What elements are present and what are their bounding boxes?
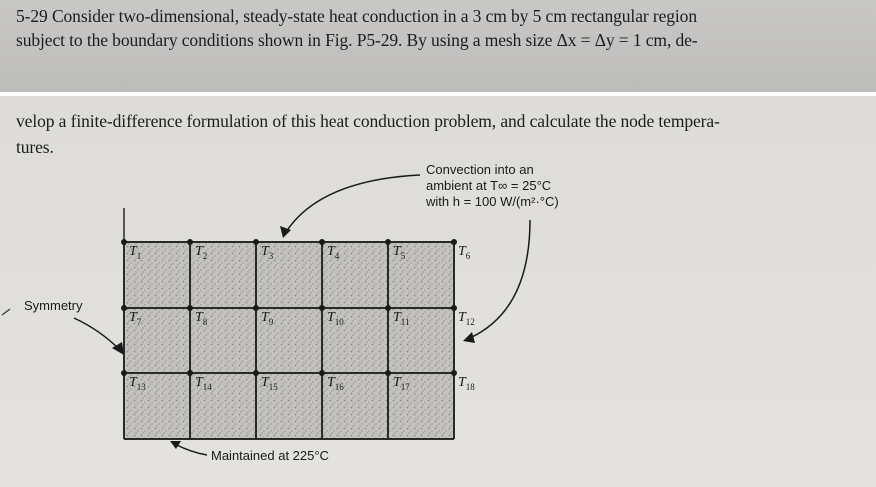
node-label-t5: $T_5$ [393,244,406,261]
convection-arrow-right [470,220,530,338]
node-label-t10: $T_{10}$ [327,310,344,327]
convection-label-line-3: with h = 100 W/(m²·°C) [426,194,559,209]
node-label-t2: $T_2$ [195,244,208,261]
convection-arrow-top [286,175,420,232]
node-label-t9: $T_9$ [261,310,274,327]
node-label-t8: $T_8$ [195,310,208,327]
problem-text-line-3: velop a finite-difference formulation of this heat conduction problem, and calculate the node tempera- [16,111,720,131]
symmetry-label: Symmetry [24,298,83,313]
node-label-t14: $T_{14}$ [195,375,212,392]
node-label-t4: $T_4$ [327,244,340,261]
convection-label-line-1: Convection into an [426,162,534,177]
node-label-t12: $T_{12}$ [458,310,475,327]
arrowhead-icon [170,441,181,449]
node-label-t16: $T_{16}$ [327,375,344,392]
node-label-t15: $T_{15}$ [261,375,278,392]
margin-tick [2,309,10,315]
conduction-region [124,242,454,439]
node-label-t3: $T_3$ [261,244,274,261]
node-label-t11: $T_{11}$ [393,310,410,327]
node-label-t17: $T_{17}$ [393,375,410,392]
node-label-t6: $T_6$ [458,244,471,261]
node-label-t18: $T_{18}$ [458,375,475,392]
node-label-t1: $T_1$ [129,244,142,261]
symmetry-arrow [74,318,120,350]
node-label-t7: $T_7$ [129,310,142,327]
node-label-t13: $T_{13}$ [129,375,146,392]
bottom-arrow [175,444,207,455]
problem-text-line-4: tures. [16,137,54,157]
problem-text-line-2: subject to the boundary conditions shown in Fig. P5-29. By using a mesh size Δx = Δy = 1 cm, de- [16,30,698,50]
boundary-temperature-label: Maintained at 225°C [211,448,329,463]
convection-label-line-2: ambient at T∞ = 25°C [426,178,552,193]
arrowhead-icon [463,332,475,343]
problem-text-line-1: 5-29 Consider two-dimensional, steady-state heat conduction in a 3 cm by 5 cm rectangular region [16,6,697,26]
